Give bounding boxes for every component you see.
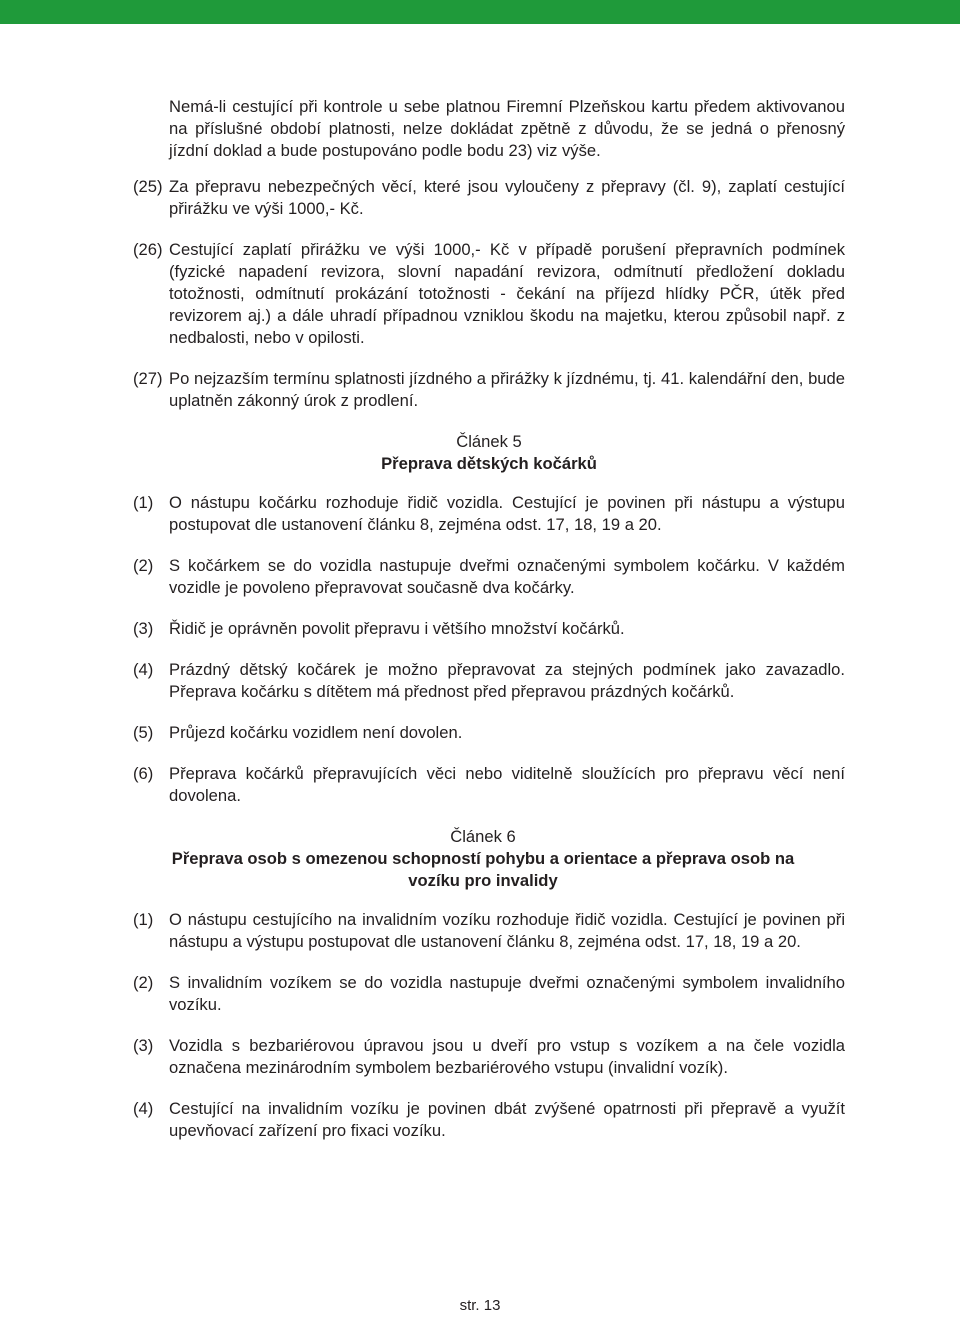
item-number: (4) (133, 660, 154, 679)
item-number: (26) (133, 240, 163, 259)
list-item (133, 763, 845, 807)
item-number: (25) (133, 177, 163, 196)
page-number: str. 13 (459, 1297, 501, 1314)
item-number: (3) (133, 619, 154, 638)
article-label: Článek 5 (456, 432, 522, 451)
list-item (133, 555, 845, 599)
item-text: S kočárkem se do vozidla nastupuje dveřmi označenými symbolem kočárku. V každém vozidle je povoleno přepravovat současně dva kočárky. (169, 556, 845, 597)
item-number: (5) (133, 723, 154, 742)
item-number: (4) (133, 1099, 154, 1118)
list-item (133, 909, 845, 953)
item-text: Průjezd kočárku vozidlem není dovolen. (169, 723, 463, 742)
item-text: O nástupu cestujícího na invalidním vozíku rozhoduje řidič vozidla. Cestující je povinen při nástupu a výstupu postupovat dle ustanovení článku 8, zejména odst. 17, 18, 19 a 20. (169, 910, 845, 951)
intro-paragraph: Nemá-li cestující při kontrole u sebe platnou Firemní Plzeňskou kartu předem aktivovanou na příslušné období platnosti, nelze dokládat zpětně z důvodu, že se jedná o přenosný jízdní doklad a bude postupováno podle bodu 23) viz výše. (169, 97, 845, 160)
item-number: (1) (133, 910, 154, 929)
item-text: Po nejzazším termínu splatnosti jízdného a přirážky k jízdnému, tj. 41. kalendářní den, bude uplatněn zákonný úrok z prodlení. (169, 369, 845, 410)
article-title-line-1: Přeprava osob s omezenou schopností pohybu a orientace a přeprava osob na (171, 849, 795, 868)
list-item (133, 1035, 845, 1079)
item-text: Cestující zaplatí přirážku ve výši 1000,- Kč v případě porušení přepravních podmínek (fyzické napadení revizora, slovní napadání revizora, odmítnutí předložení dokladu totožnosti, odmítnutí prokázání totožnosti - čekání na příjezd hlídky PČR, útěk před revizorem aj.) a dále uhradí případnou vzniklou škodu na majetku, kterou způsobil např. z nedbalosti, nebo v opilosti. (169, 240, 845, 347)
item-text: S invalidním vozíkem se do vozidla nastupuje dveřmi označenými symbolem invalidního vozíku. (169, 973, 845, 1014)
article-label: Článek 6 (450, 827, 516, 846)
item-number: (2) (133, 556, 154, 575)
item-text: Řidič je oprávněn povolit přepravu i většího množství kočárků. (169, 619, 625, 638)
list-item (133, 368, 845, 412)
item-number: (1) (133, 493, 154, 512)
item-text: Přeprava kočárků přepravujících věci nebo viditelně sloužících pro přepravu věcí není dovolena. (169, 764, 845, 805)
list-item (133, 618, 845, 640)
item-text: Prázdný dětský kočárek je možno přepravovat za stejných podmínek jako zavazadlo. Přeprava kočárku s dítětem má přednost před přepravou prázdných kočárků. (169, 660, 845, 701)
item-text: Cestující na invalidním vozíku je povinen dbát zvýšené opatrnosti při přepravě a využít upevňovací zařízení pro fixaci vozíku. (169, 1099, 845, 1140)
article-6-heading (115, 826, 851, 892)
list-item (133, 239, 845, 349)
list-item (133, 722, 845, 744)
header-bar (0, 0, 960, 24)
item-number: (27) (133, 369, 163, 388)
article-title: Přeprava dětských kočárků (381, 454, 597, 473)
item-number: (2) (133, 973, 154, 992)
list-item (133, 1098, 845, 1142)
item-number: (3) (133, 1036, 154, 1055)
item-number: (6) (133, 764, 154, 783)
article-5-heading (133, 431, 845, 475)
item-text: O nástupu kočárku rozhoduje řidič vozidla. Cestující je povinen při nástupu a výstupu postupovat dle ustanovení článku 8, zejména odst. 17, 18, 19 a 20. (169, 493, 845, 534)
document-body (133, 96, 845, 1161)
list-item (133, 176, 845, 220)
item-text: Za přepravu nebezpečných věcí, které jsou vyloučeny z přepravy (čl. 9), zaplatí cestující přirážku ve výši 1000,- Kč. (169, 177, 845, 218)
item-text: Vozidla s bezbariérovou úpravou jsou u dveří pro vstup s vozíkem a na čele vozidla označena mezinárodním symbolem bezbariérového vstupu (invalidní vozík). (169, 1036, 845, 1077)
list-item (133, 492, 845, 536)
article-title-line-2: vozíku pro invalidy (408, 871, 558, 890)
list-item (133, 659, 845, 703)
list-item (133, 972, 845, 1016)
